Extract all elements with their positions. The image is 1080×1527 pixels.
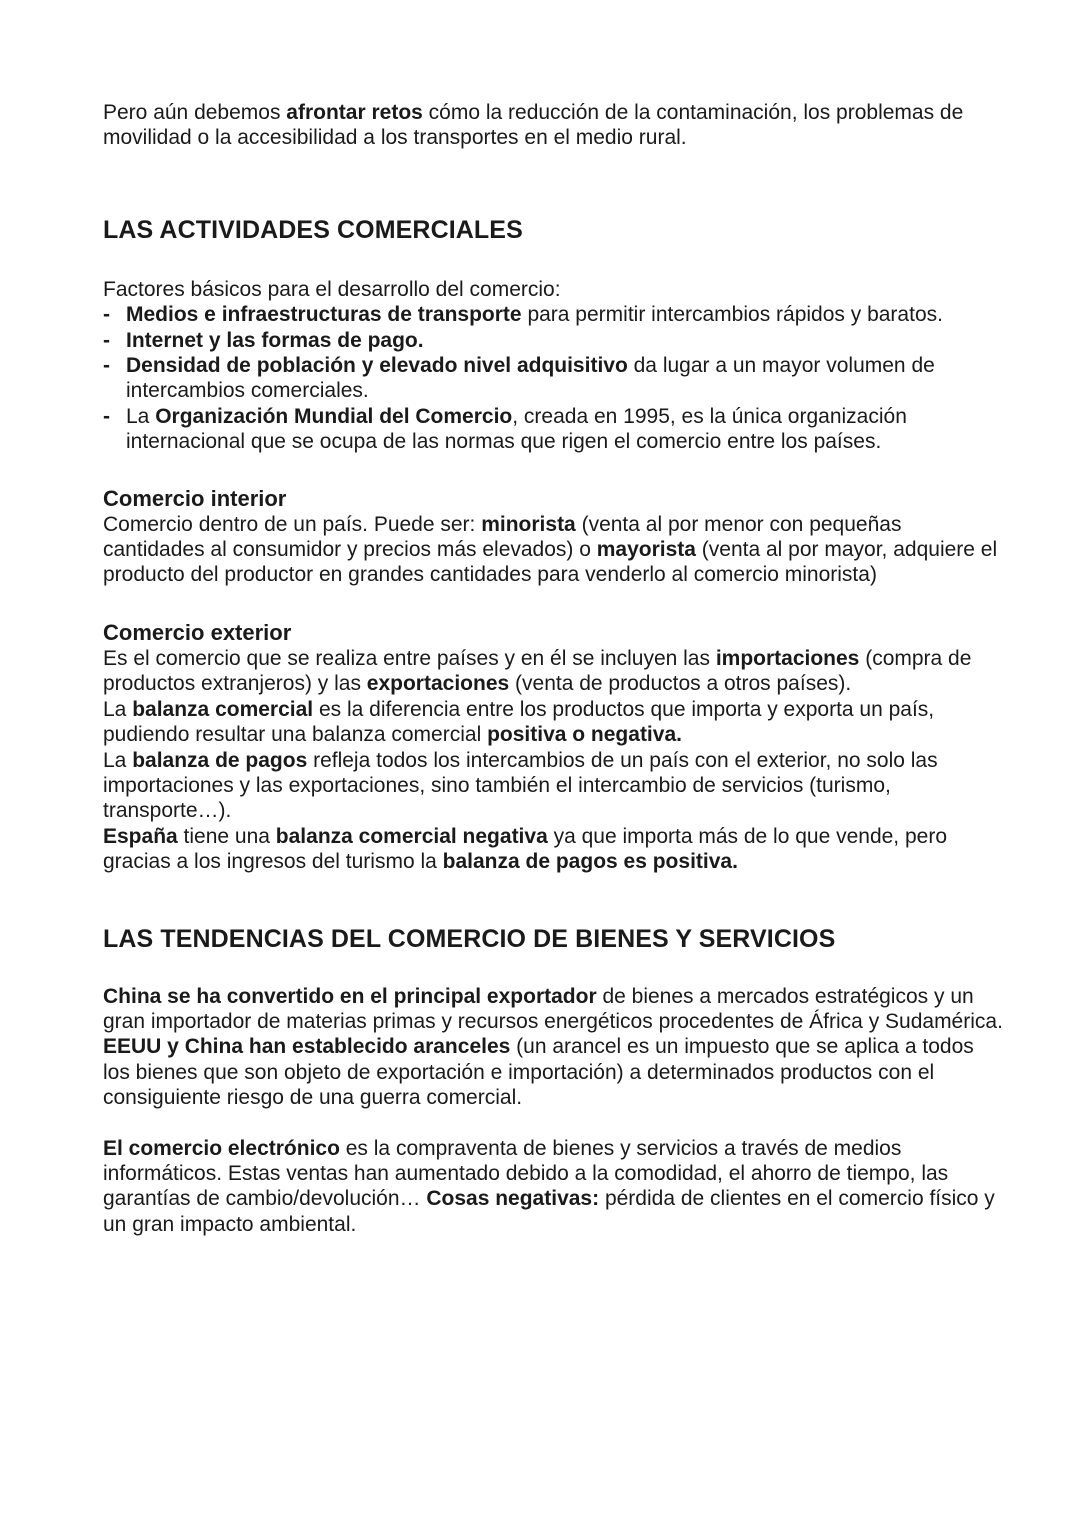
interior-paragraph xyxy=(103,512,1003,588)
exterior-paragraph-1 xyxy=(103,646,1003,697)
exterior-text: tiene una xyxy=(177,824,276,848)
exterior-text: La xyxy=(103,748,133,772)
interior-text: (venta al por menor con pequeñas cantidades al consumidor y precios más elevados) o xyxy=(103,512,902,562)
factor-text: La xyxy=(126,404,156,428)
tendencias-text: pérdida de clientes en el comercio físico y un gran impacto ambiental. xyxy=(103,1187,995,1236)
exterior-paragraph-3 xyxy=(103,748,1003,824)
tendencias-text: (un arancel es un impuesto que se aplica a todos los bienes que son objeto de exportación e importación) a determinados productos con el consiguiente riesgo de una guerra comercial. xyxy=(103,1035,974,1110)
exterior-bold: balanza comercial negativa xyxy=(275,824,548,848)
tendencias-bold: Cosas negativas: xyxy=(426,1187,600,1211)
dash-bullet-icon: - xyxy=(103,354,110,378)
exterior-bold: importaciones xyxy=(715,646,860,670)
exterior-bold: balanza de pagos xyxy=(132,748,308,772)
factor-bold: Medios e infraestructuras de transporte xyxy=(126,303,522,327)
tendencias-bold: El comercio electrónico xyxy=(103,1136,340,1160)
tendencias-bold: China se ha convertido en el principal exportador xyxy=(103,984,597,1008)
exterior-text: refleja todos los intercambios de un país con el exterior, no solo las importaciones y las exportaciones, sino también el intercambio de servicios (turismo, transporte…). xyxy=(103,748,938,823)
exterior-bold: balanza comercial xyxy=(132,697,314,721)
list-item xyxy=(103,353,1003,404)
factor-text: para permitir intercambios rápidos y baratos. xyxy=(521,303,943,327)
interior-text: (venta al por mayor, adquiere el producto del productor en grandes cantidades para venderlo al comercio minorista) xyxy=(103,538,998,587)
interior-bold: minorista xyxy=(481,512,576,536)
factor-bold: Organización Mundial del Comercio xyxy=(155,404,513,428)
dash-bullet-icon: - xyxy=(103,303,110,327)
tendencias-bold: EEUU y China han establecido aranceles xyxy=(103,1035,511,1059)
exterior-bold: España xyxy=(103,824,178,848)
exterior-bold: exportaciones xyxy=(366,672,510,696)
dash-bullet-icon: - xyxy=(103,328,110,352)
tendencias-paragraph-1 xyxy=(103,984,1003,1035)
intro-paragraph xyxy=(103,100,1003,151)
tendencias-paragraph-3 xyxy=(103,1136,1003,1238)
exterior-text: es la diferencia entre los productos que importa y exporta un país, pudiendo resultar una balanza comercial xyxy=(103,697,935,747)
tendencias-text: es la compraventa de bienes y servicios a través de medios informáticos. Estas ventas han aumentado debido a la comodidad, el ahorro de tiempo, las garantías de cambio/devolución… xyxy=(103,1136,949,1211)
list-item xyxy=(103,404,1003,455)
factors-intro: Factores básicos para el desarrollo del comercio: xyxy=(103,277,561,301)
exterior-bold: positiva o negativa. xyxy=(487,723,682,747)
exterior-paragraph-4 xyxy=(103,824,1003,875)
section-heading-actividades: LAS ACTIVIDADES COMERCIALES xyxy=(103,215,523,244)
document-page xyxy=(103,100,1003,1237)
exterior-paragraph-2 xyxy=(103,697,1003,748)
subheading-comercio-exterior: Comercio exterior xyxy=(103,619,292,645)
factor-bold: Internet y las formas de pago. xyxy=(126,328,424,352)
exterior-text: La xyxy=(103,697,133,721)
interior-bold: mayorista xyxy=(596,538,696,562)
exterior-text: (compra de productos extranjeros) y las xyxy=(103,646,972,696)
intro-text: cómo la reducción de la contaminación, los problemas de movilidad o la accesibilidad a los transportes en el medio rural. xyxy=(103,101,964,150)
exterior-text: Es el comercio que se realiza entre países y en él se incluyen las xyxy=(103,646,716,670)
factor-bold: Densidad de población y elevado nivel adquisitivo xyxy=(126,354,628,378)
section-heading-tendencias: LAS TENDENCIAS DEL COMERCIO DE BIENES Y SERVICIOS xyxy=(103,924,836,953)
factors-list xyxy=(103,302,1003,454)
factor-text: da lugar a un mayor volumen de intercambios comerciales. xyxy=(126,354,935,403)
factor-text: , creada en 1995, es la única organización internacional que se ocupa de las normas que rigen el comercio entre los países. xyxy=(126,404,907,454)
list-item xyxy=(103,328,1003,353)
intro-bold: afrontar retos xyxy=(286,101,423,124)
list-item xyxy=(103,302,1003,327)
exterior-text: (venta de productos a otros países). xyxy=(509,672,852,696)
exterior-bold: balanza de pagos es positiva. xyxy=(442,850,738,874)
interior-text: Comercio dentro de un país. Puede ser: xyxy=(103,512,482,536)
tendencias-paragraph-2 xyxy=(103,1034,1003,1110)
dash-bullet-icon: - xyxy=(103,404,110,428)
intro-text: Pero aún debemos xyxy=(103,101,287,124)
exterior-text: ya que importa más de lo que vende, pero gracias a los ingresos del turismo la xyxy=(103,824,948,874)
subheading-comercio-interior: Comercio interior xyxy=(103,485,287,511)
tendencias-text: de bienes a mercados estratégicos y un gran importador de materias primas y recursos energéticos procedentes de África y Sudamérica. xyxy=(103,984,1003,1033)
